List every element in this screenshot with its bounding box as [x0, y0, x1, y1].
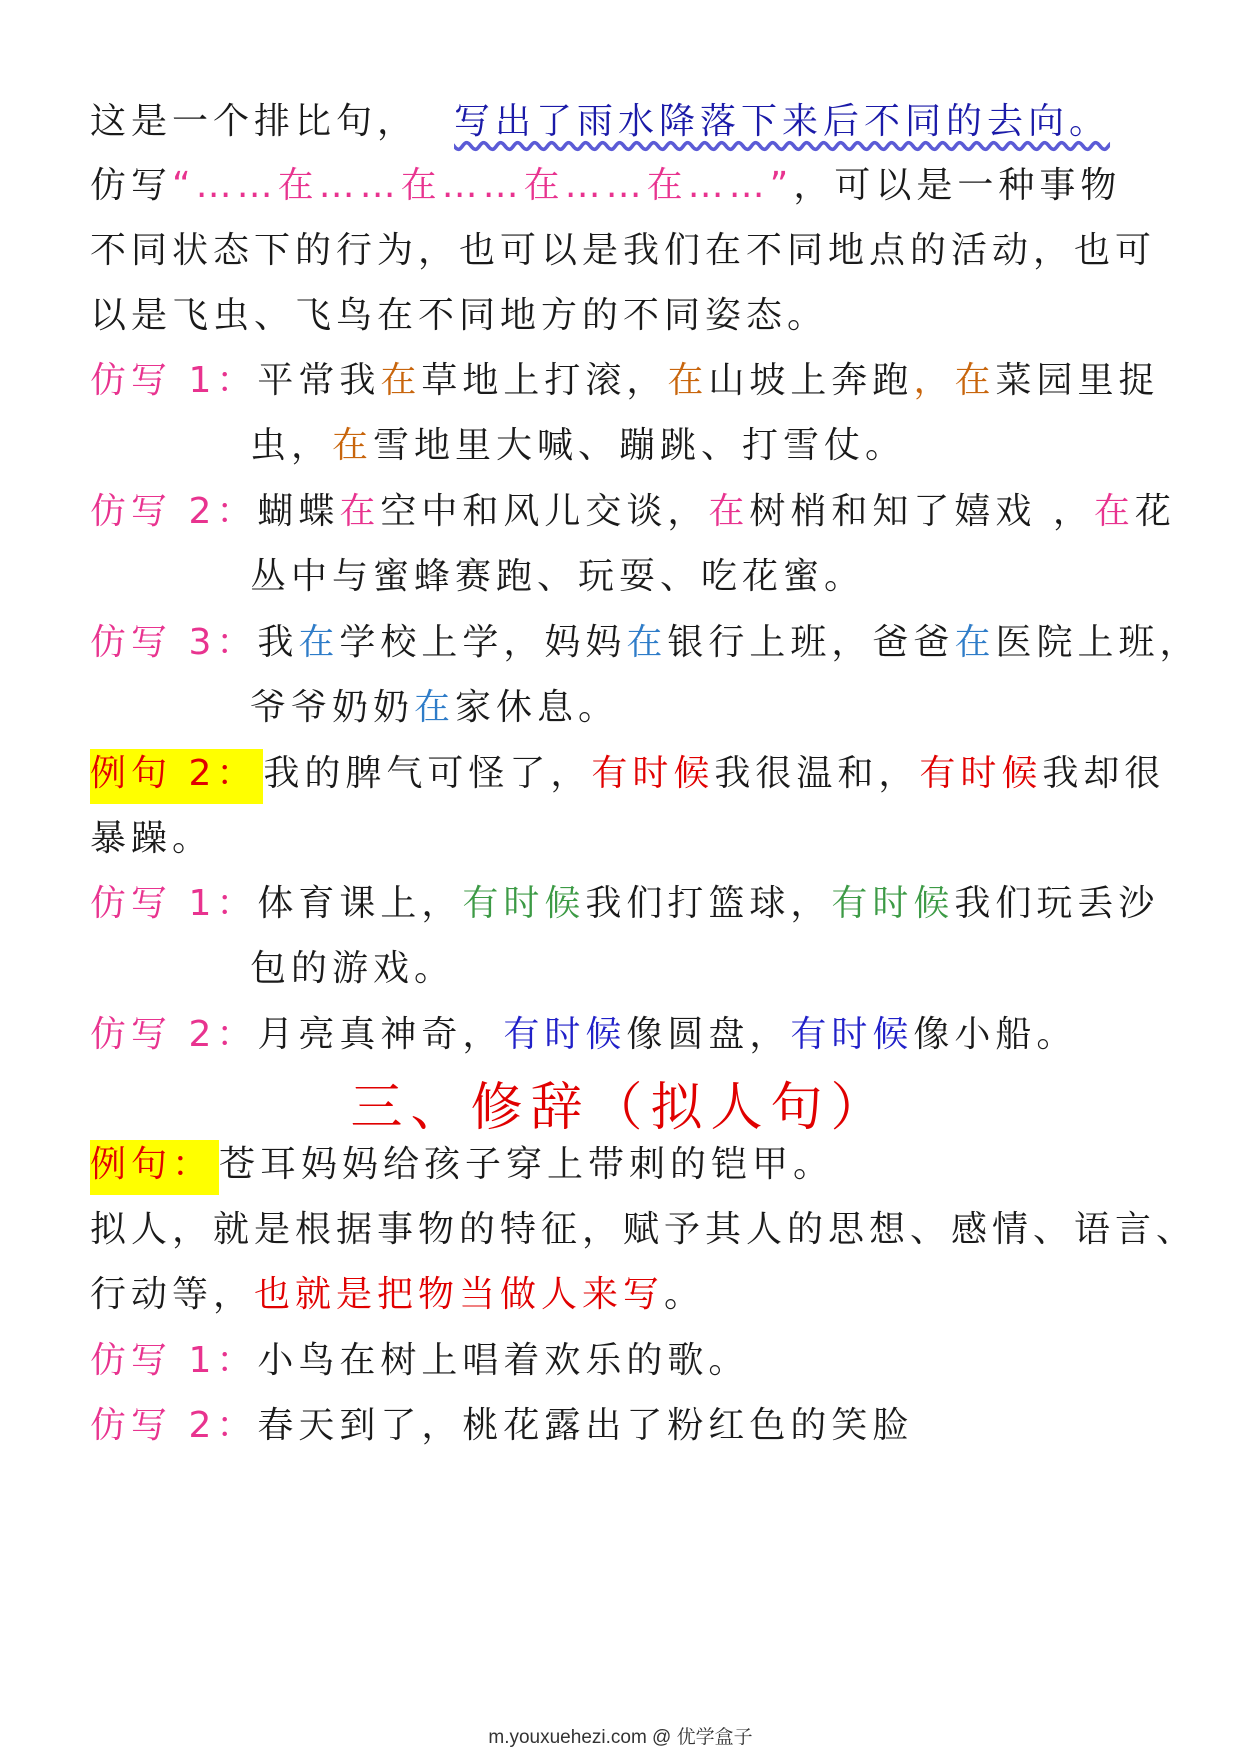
sentence-text: 。	[664, 1274, 706, 1315]
sentence-text: 蝴蝶	[257, 491, 340, 532]
sentence-text: 我	[257, 622, 299, 663]
keyword-youshihou: 有时候	[503, 1014, 627, 1055]
keyword-zai: 在	[708, 491, 750, 532]
sentence-text: 像小船。	[913, 1014, 1078, 1055]
sentence-text: 空中和风儿交谈，	[380, 491, 709, 532]
imitation-label: 仿写 2：	[90, 491, 258, 532]
s3-definition-line-1: 拟人，就是根据事物的特征，赋予其人的思想、感情、语言、	[90, 1209, 1198, 1250]
sentence-text: 山坡上奔跑	[708, 360, 914, 401]
sentence-text: 我们玩丢沙	[954, 883, 1160, 924]
keyword-zai: 在	[298, 622, 340, 663]
sentence-text: 爷爷奶奶	[250, 687, 415, 728]
ex2-w1-line-1	[90, 882, 1159, 926]
ex2-w2-line-1	[90, 1013, 1077, 1057]
pattern-text: “……在……在……在……在……”	[172, 165, 794, 206]
ex1-w1-line-2	[250, 424, 906, 468]
sentence-text: 家休息。	[455, 687, 620, 728]
sentence-text: 雪地里大喊、蹦跳、打雪仗。	[373, 425, 907, 466]
imitation-label: 仿写 2：	[90, 1405, 258, 1446]
sentence-text: 学校上学，妈妈	[339, 622, 627, 663]
keyword-youshihou: 有时候	[591, 753, 715, 794]
keyword-zai: 在	[626, 622, 668, 663]
sentence-text: 草地上打滚，	[421, 360, 668, 401]
sentence-text: 虫，	[250, 425, 333, 466]
footer-watermark: m.youxuehezi.com @ 优学盒子	[488, 1727, 753, 1748]
section-heading: 三、修辞（拟人句）	[350, 1078, 891, 1138]
ex1-w2-line-1	[90, 490, 1176, 534]
intro-line-4: 以是飞虫、飞鸟在不同地方的不同姿态。	[90, 295, 829, 336]
ex1-w3-line-1	[90, 621, 1200, 665]
intro-wavy-underlined-text: 写出了雨水降落下来后不同的去向。	[454, 101, 1111, 142]
sentence-text: 行动等，	[90, 1274, 255, 1315]
s3-w1-line	[90, 1339, 749, 1383]
intro-text: 仿写	[90, 165, 173, 206]
imitation-label: 仿写 2：	[90, 1014, 258, 1055]
sentence-text: 体育课上，	[257, 883, 463, 924]
sentence-text: 我们打篮球，	[585, 883, 832, 924]
sentence-text: 我的脾气可怪了，	[263, 753, 592, 794]
s3-w2-line	[90, 1404, 913, 1448]
intro-line-3: 不同状态下的行为，也可以是我们在不同地点的活动，也可	[90, 230, 1157, 271]
keyword-zai: 在	[414, 687, 456, 728]
keyword-zai: 在	[667, 360, 709, 401]
keyword-youshihou: 有时候	[831, 883, 955, 924]
sentence-text: 菜园里捉	[995, 360, 1160, 401]
keyword-zai: 在	[954, 622, 996, 663]
imitation-label: 仿写 3：	[90, 622, 258, 663]
sentence-text: 医院上班，	[995, 622, 1201, 663]
keyword-youshihou: 有时候	[462, 883, 586, 924]
keyword-zai: 在	[339, 491, 381, 532]
sentence-text: 小鸟在树上唱着欢乐的歌。	[257, 1340, 750, 1381]
imitation-label: 仿写 1：	[90, 1340, 258, 1381]
ex1-w3-line-2	[250, 686, 619, 730]
imitation-label: 仿写 1：	[90, 883, 258, 924]
keyword-youshihou: 有时候	[790, 1014, 914, 1055]
sentence-text: 我很温和，	[714, 753, 920, 794]
intro-line-1	[90, 100, 1110, 144]
sentence-text: 我却很	[1042, 753, 1166, 794]
sentence-text: 苍耳妈妈给孩子穿上带刺的铠甲。	[219, 1144, 835, 1185]
ex2-w1-line-2: 包的游戏。	[250, 948, 456, 989]
intro-line-2	[90, 164, 1121, 208]
example-label-highlighted: 例句 2：	[90, 749, 263, 804]
ex2-line-2: 暴躁。	[90, 818, 214, 859]
example-label-highlighted: 例句：	[90, 1140, 219, 1195]
sentence-text: 平常我	[257, 360, 381, 401]
keyword-zai: 在	[332, 425, 374, 466]
intro-text: ，可以是一种事物	[793, 165, 1122, 206]
keyword-zai: 在	[1093, 491, 1135, 532]
s3-definition-line-2	[90, 1273, 705, 1317]
sentence-text: 像圆盘，	[626, 1014, 791, 1055]
keyword-zai: 在	[380, 360, 422, 401]
keyword-zai: 在	[954, 360, 996, 401]
sentence-text: 银行上班，爸爸	[667, 622, 955, 663]
sentence-text: 春天到了，桃花露出了粉红色的笑脸	[257, 1405, 914, 1446]
sentence-text: 树梢和知了嬉戏 ，	[749, 491, 1094, 532]
sentence-text: 花	[1134, 491, 1176, 532]
ex2-line-1	[90, 752, 1165, 796]
intro-lead: 这是一个排比句，	[90, 101, 419, 142]
imitation-label: 仿写 1：	[90, 360, 258, 401]
s3-example-line	[90, 1143, 834, 1187]
sentence-text: ，	[913, 360, 955, 401]
ex1-w1-line-1	[90, 359, 1159, 403]
ex1-w2-line-2: 丛中与蜜蜂赛跑、玩耍、吃花蜜。	[250, 556, 866, 597]
keyword-youshihou: 有时候	[919, 753, 1043, 794]
sentence-text: 月亮真神奇，	[257, 1014, 504, 1055]
definition-emphasis: 也就是把物当做人来写	[254, 1274, 665, 1315]
